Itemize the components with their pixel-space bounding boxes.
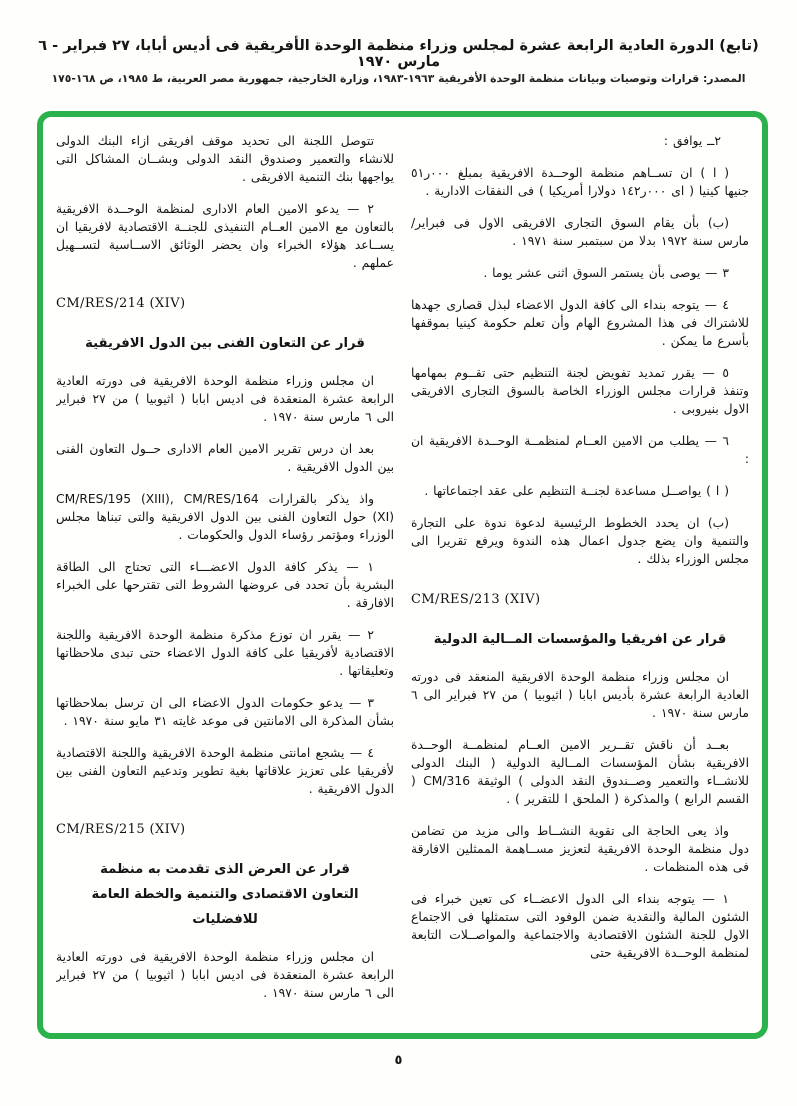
paragraph: (ب) ان يحدد الخطوط الرئيسية لدعوة ندوة على التجارة والتنمية وان يضع جدول اعمال هذه الندوة ويرفع تقريرا الى مجلس الوزراء بذلك . — [411, 516, 749, 566]
paragraph: ٢ــ يوافق : — [663, 134, 721, 148]
paragraph: ٢ — يدعو الامين العام الادارى لمنظمة الوحــدة الافريقية بالتعاون مع الامين العــام التنفيذى للجنــة الاقتصادية لافريقيا ان يســاعد هؤلاء الخبراء وان يحضر الوثائق الاســاسية لتســهيل عملهم . — [56, 202, 394, 270]
paragraph: واذ يذكر بالقرارات CM/RES/195 (XIII), CM/RES/164 (XI) حول التعاون الفنى بين الدول الافريقية والتى تبناها مجلس الوزراء ومؤتمر رؤساء الدول والحكومات . — [56, 492, 394, 543]
paragraph: ان مجلس وزراء منظمة الوحدة الافريقية المنعقد فى دورته العادية الرابعة عشرة بأديس ابابا ( اثيوبيا ) من ٢٧ فبراير الى ٦ مارس سنة ١٩٧٠ . — [411, 670, 749, 721]
document-header-source: المصدر: قرارات وتوصيات وبيانات منظمة الوحدة الأفريقية ١٩٦٣-١٩٨٣، وزارة الخارجية، جمهورية مصر العربية، ط ١٩٨٥، ص ١٦٨-١٧٥ — [51, 72, 746, 85]
resolution-title: قرار عن التعاون الفنى بين الدول الافريقية — [85, 336, 365, 351]
paragraph: ٣ — يوصى بأن يستمر السوق اثنى عشر يوما . — [483, 266, 729, 280]
paragraph: ٤ — يتوجه بنداء الى كافة الدول الاعضاء لبذل قصارى جهدها للاشتراك فى هذا المشروع الهام وأن تعلم حكومة كينيا بموقفها بأسرع ما يمكن . — [411, 298, 749, 348]
resolution-label: CM/RES/214 (XIV) — [56, 296, 186, 311]
paragraph: ٢ — يقرر ان توزع مذكرة منظمة الوحدة الافريقية واللجنة الاقتصادية لأفريقيا على كافة الدول الاعضاء حتى تبدى ملاحظاتها وتعليقاتها . — [56, 628, 394, 679]
paragraph: بعــد أن ناقش تقــرير الامين العــام لمنظمــة الوحــدة الافريقية بشأن المؤسسات المــالية الدولية ( البنك الدولى للانشــاء والتعمير وصــندوق النقد الدولى ) الوثيقة CM/316 ( القسم الرابع ) والمذكرة ( الملحق ا للتقرير ) . — [411, 738, 749, 807]
paragraph: ٣ — يدعو حكومات الدول الاعضاء الى ان ترسل بملاحظاتها بشأن المذكرة الى الامانتين فى موعد غايته ٣١ مايو سنة ١٩٧٠ . — [56, 696, 394, 729]
paragraph: ان مجلس وزراء منظمة الوحدة الافريقية فى دورته العادية الرابعة عشرة المنعقدة فى اديس ابابا ( اثيوبيا ) من ٢٧ فبراير الى ٦ مارس سنة ١٩٧٠ . — [56, 950, 394, 1001]
resolution-label: CM/RES/215 (XIV) — [56, 822, 186, 838]
paragraph: ان مجلس وزراء منظمة الوحدة الافريقية فى دورته العادية الرابعة عشرة المنعقدة فى اديس ابابا ( اثيوبيا ) من ٢٧ فبراير الى ٦ مارس سنة ١٩٧٠ . — [56, 374, 394, 425]
column-right — [411, 132, 749, 1023]
paragraph: بعد ان درس تقرير الامين العام الادارى حــول التعاون الفنى بين الدول الافريقية . — [56, 442, 394, 475]
paragraph: ١ — يتوجه بنداء الى الدول الاعضــاء كى تعين خبراء فى الشئون المالية والنقدية ضمن الوفود التى ستمثلها فى الاجتماع الاول للجنة الشئون الاقتصادية والاجتماعية والمواصــلات التابعة لمنظمة الوحــدة الافريقية حتى — [411, 892, 749, 961]
paragraph: ٦ — يطلب من الامين العــام لمنظمــة الوحــدة الافريقية ان : — [411, 434, 749, 466]
content-frame — [37, 111, 768, 1039]
page-number: ٥ — [394, 1053, 403, 1068]
paragraph: تتوصل اللجنة الى تحديد موقف افريقى ازاء البنك الدولى للانشاء والتعمير وصندوق النقد الدولى وبشــان المشاكل التى يواجهها بنك التنمية الافريقى . — [56, 134, 394, 184]
paragraph: (ب) بأن يقام السوق التجارى الافريقى الاول فى فبراير/مارس سنة ١٩٧٢ بدلا من سبتمبر سنة ١٩٧١ . — [411, 216, 749, 248]
resolution-label: CM/RES/213 (XIV) — [411, 592, 541, 607]
resolution-title: قرار عن العرض الذى تقدمت به منظمة التعاون الاقتصادى والتنمية والخطة العامة للافضليات — [91, 862, 359, 928]
paragraph: واذ يعى الحاجة الى تقوية النشــاط والى مزيد من تضامن دول منظمة الوحدة الافريقية لتعزيز مســاهمة الممثلين الافارقة فى هذه المنظمات . — [411, 824, 749, 875]
resolution-title: قرار عن افريقيا والمؤسسات المــالية الدولية — [433, 632, 727, 647]
paragraph: ٥ — يقرر تمديد تفويض لجنة التنظيم حتى تقــوم بمهامها وتنفذ قرارات مجلس الوزراء الخاصة بالسوق التجارى الافريقى الاول بنيروبى . — [411, 366, 749, 416]
paragraph: ( ا ) يواصــل مساعدة لجنــة التنظيم على عقد اجتماعاتها . — [424, 484, 729, 498]
column-left — [56, 132, 394, 1023]
paragraph: ٤ — يشجع امانتى منظمة الوحدة الافريقية واللجنة الاقتصادية لأفريقيا على تعزيز علاقاتها بغية تطوير وتدعيم التعاون الفنى بين الدول الافريقية . — [56, 746, 394, 797]
document-header-title: (تابع) الدورة العادية الرابعة عشرة لمجلس وزراء منظمة الوحدة الأفريقية فى أديس أبابا، ٢٧ فبراير - ٦ مارس ١٩٧٠ — [38, 38, 759, 70]
two-column-layout — [56, 132, 749, 1023]
paragraph: ( ا ) ان تســاهم منظمة الوحــدة الافريقية بمبلغ ٠٠٠ر٥١ جنيها كينيا ( اى ٠٠٠ر١٤٢ دولارا أمريكيا ) فى النفقات الادارية . — [411, 166, 749, 198]
paragraph: ١ — يذكر كافة الدول الاعضـــاء التى تحتاج الى الطاقة البشرية بأن تحدد فى عروضها الشروط التى تقترحها على الخبراء الافارقة . — [56, 560, 394, 611]
